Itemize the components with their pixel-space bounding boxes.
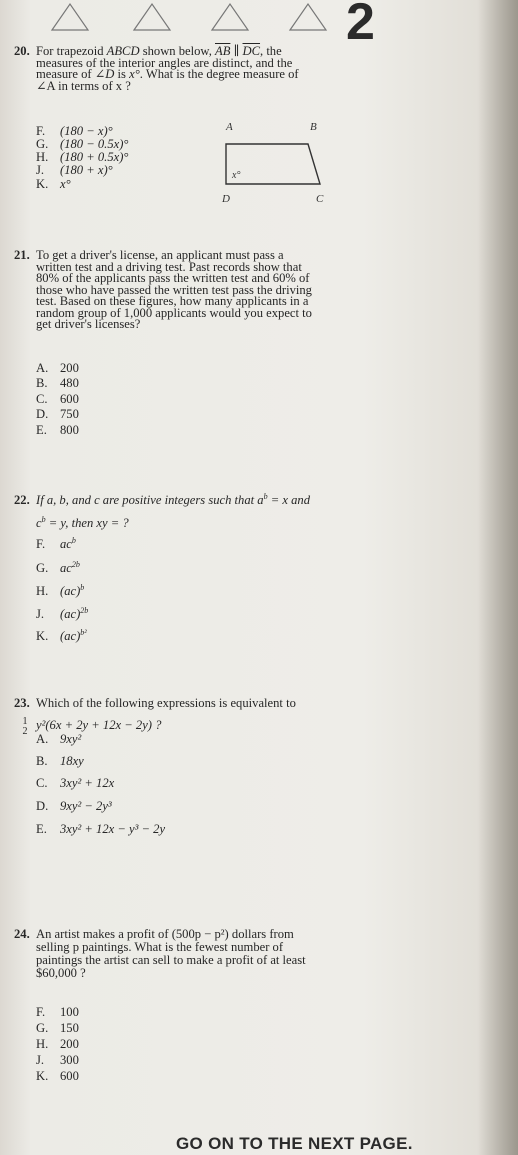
question-20-stem: 20. For trapezoid ABCD shown below, $\overline{AB}$ ∥ $\overline{DC}$, the measures of the interior angles are distinct, and the measure of ∠D is x°. What is the degree measure of ∠A in terms of x ?: [14, 44, 299, 93]
question-number: 20.: [14, 44, 30, 58]
answer-option[interactable]: J. (ac)$^{2b}$: [36, 606, 89, 622]
question-21-stem: 21. To get a driver's license, an applicant must pass a written test and a driving test. Past records show that 80% of the applicants pass the written test and 60% of those who have passed the written test pass the driving test. Based on these figures, how many applicants in a random group of 1,000 applicants would you expect to get driver's licenses?: [14, 248, 312, 331]
answer-option[interactable]: C. 600: [36, 392, 79, 406]
triangle-icon: [286, 0, 330, 32]
answer-option[interactable]: A. 9xy²: [36, 732, 82, 746]
vertex-label-a: A: [226, 121, 233, 133]
question-24: [14, 928, 446, 980]
question-23-stem: 23. Which of the following expressions is equivalent to $\frac{1}{2}$ y²(6x + 2y + 12x − 2y) ?: [36, 692, 434, 736]
question-24-stem: 24. An artist makes a profit of (500p − p²) dollars from selling p paintings. What is the fewest number of paintings the artist can sell to make a profit of at least $60,000 ?: [14, 927, 306, 980]
answer-option[interactable]: F. (180 − x)°: [36, 124, 113, 138]
answer-option[interactable]: E. 800: [36, 423, 79, 437]
answer-option[interactable]: C. 3xy² + 12x: [36, 776, 115, 790]
answer-option[interactable]: D. 9xy² − 2y³: [36, 799, 112, 813]
trapezoid-figure: [218, 114, 338, 206]
vertex-label-c: C: [316, 193, 324, 205]
triangle-icon: [48, 0, 92, 32]
next-page-footer: GO ON TO THE NEXT PAGE.: [176, 1134, 413, 1153]
answer-option[interactable]: G. (180 − 0.5x)°: [36, 137, 129, 151]
question-22: [14, 487, 424, 533]
answer-option[interactable]: H. (ac)$^b$: [36, 583, 85, 599]
vertex-label-d: D: [222, 193, 230, 205]
vertex-label-b: B: [310, 121, 317, 133]
answer-option[interactable]: K. 600: [36, 1069, 79, 1083]
angle-label: x°: [232, 170, 241, 181]
answer-option[interactable]: H. 200: [36, 1037, 79, 1051]
triangle-icon: [208, 0, 252, 32]
answer-option[interactable]: J. 300: [36, 1053, 79, 1067]
answer-option[interactable]: K. x°: [36, 177, 71, 191]
page-number: 2: [346, 0, 375, 51]
answer-option[interactable]: F. $ac^b$: [36, 536, 76, 552]
answer-option[interactable]: E. 3xy² + 12x − y³ − 2y: [36, 822, 166, 836]
answer-option[interactable]: G. $ac^{2b}$: [36, 560, 80, 576]
answer-option[interactable]: H. (180 + 0.5x)°: [36, 150, 129, 164]
question-number: 24.: [14, 927, 30, 941]
page-shadow: [478, 0, 518, 1155]
answer-option[interactable]: B. 18xy: [36, 754, 84, 768]
question-number: 21.: [14, 248, 30, 262]
answer-option[interactable]: J. (180 + x)°: [36, 163, 113, 177]
answer-option[interactable]: B. 480: [36, 376, 79, 390]
question-21: [14, 250, 406, 331]
question-22-stem: 22. If a, b, and c are positive integers such that $a^b = x$ and $c^b = y$, then xy = ?: [14, 492, 311, 531]
answer-option[interactable]: G. 150: [36, 1021, 79, 1035]
question-23: [14, 692, 434, 736]
answer-option[interactable]: A. 200: [36, 361, 79, 375]
answer-option[interactable]: D. 750: [36, 407, 79, 421]
triangle-icon: [130, 0, 174, 32]
answer-option[interactable]: K. (ac)$^{b^2}$: [36, 628, 87, 644]
question-number: 22.: [14, 493, 30, 508]
question-20: [14, 46, 404, 92]
question-number: 23.: [14, 696, 30, 710]
answer-option[interactable]: F. 100: [36, 1005, 79, 1019]
